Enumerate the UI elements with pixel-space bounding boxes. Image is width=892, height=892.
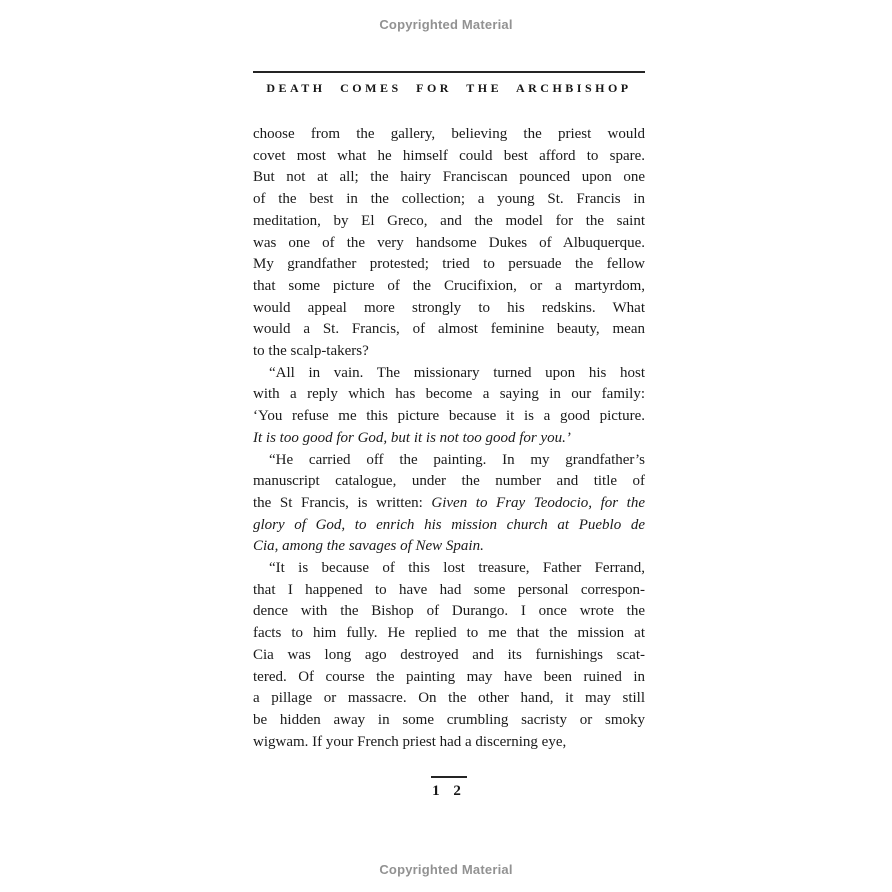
- page-footer: [253, 776, 645, 800]
- text-line: ‘You refuse me this picture because it is a good picture.: [253, 408, 645, 425]
- text-line: that some picture of the Crucifixion, or a martyrdom,: [253, 277, 645, 294]
- text-line: be hidden away in some crumbling sacristy or smoky: [253, 711, 645, 728]
- text-line: But not at all; the hairy Franciscan pounced upon one: [253, 169, 645, 186]
- text-line: the St Francis, is written: Given to Fray Teodocio, for the: [253, 494, 646, 511]
- text-line: meditation, by El Greco, and the model for the saint: [253, 212, 645, 229]
- book-title-header: DEATH COMES FOR THE ARCHBISHOP: [266, 81, 632, 95]
- text-line: covet most what he himself could best afford to spare.: [253, 147, 645, 164]
- text-line: would a St. Francis, of almost feminine beauty, mean: [253, 321, 645, 338]
- copyright-notice-top: Copyrighted Material: [379, 17, 513, 32]
- page-number: 1 2: [432, 783, 466, 799]
- text-line: Cia, among the savages of New Spain.: [253, 538, 484, 555]
- page-number-rule: [431, 776, 467, 778]
- running-header: [253, 71, 645, 96]
- text-line: “All in vain. The missionary turned upon his host: [269, 364, 645, 381]
- text-line: Cia was long ago destroyed and its furnishings scat-: [253, 646, 645, 663]
- paragraph: [253, 450, 645, 559]
- text-line: to the scalp-takers?: [253, 343, 369, 360]
- text-line: glory of God, to enrich his mission church at Pueblo de: [253, 516, 645, 533]
- header-rule: [253, 71, 645, 73]
- paragraph: [253, 124, 645, 363]
- text-line: facts to him fully. He replied to me that the mission at: [253, 625, 645, 642]
- text-line: dence with the Bishop of Durango. I once wrote the: [253, 603, 645, 620]
- text-line: of the best in the collection; a young St. Francis in: [253, 191, 645, 208]
- body-text: [253, 124, 645, 753]
- text-line: was one of the very handsome Dukes of Albuquerque.: [253, 234, 645, 251]
- text-line: “It is because of this lost treasure, Father Ferrand,: [269, 560, 645, 577]
- text-line: with a reply which has become a saying in our family:: [253, 386, 645, 403]
- text-line: that I happened to have had some personal correspon-: [253, 581, 645, 598]
- text-line: “He carried off the painting. In my grandfather’s: [269, 451, 645, 468]
- text-line: manuscript catalogue, under the number and title of: [253, 473, 645, 490]
- paragraph: [253, 558, 645, 753]
- text-line: tered. Of course the painting may have been ruined in: [253, 668, 645, 685]
- text-line: It is too good for God, but it is not too good for you.’: [253, 429, 571, 446]
- copyright-notice-bottom: Copyrighted Material: [379, 862, 513, 877]
- text-line: choose from the gallery, believing the priest would: [253, 126, 645, 142]
- paragraph: [253, 363, 645, 450]
- text-line: would appeal more strongly to his redskins. What: [253, 299, 645, 316]
- text-line: My grandfather protested; tried to persuade the fellow: [253, 256, 645, 273]
- text-line: wigwam. If your French priest had a discerning eye,: [253, 733, 567, 750]
- text-line: a pillage or massacre. On the other hand, it may still: [253, 690, 645, 707]
